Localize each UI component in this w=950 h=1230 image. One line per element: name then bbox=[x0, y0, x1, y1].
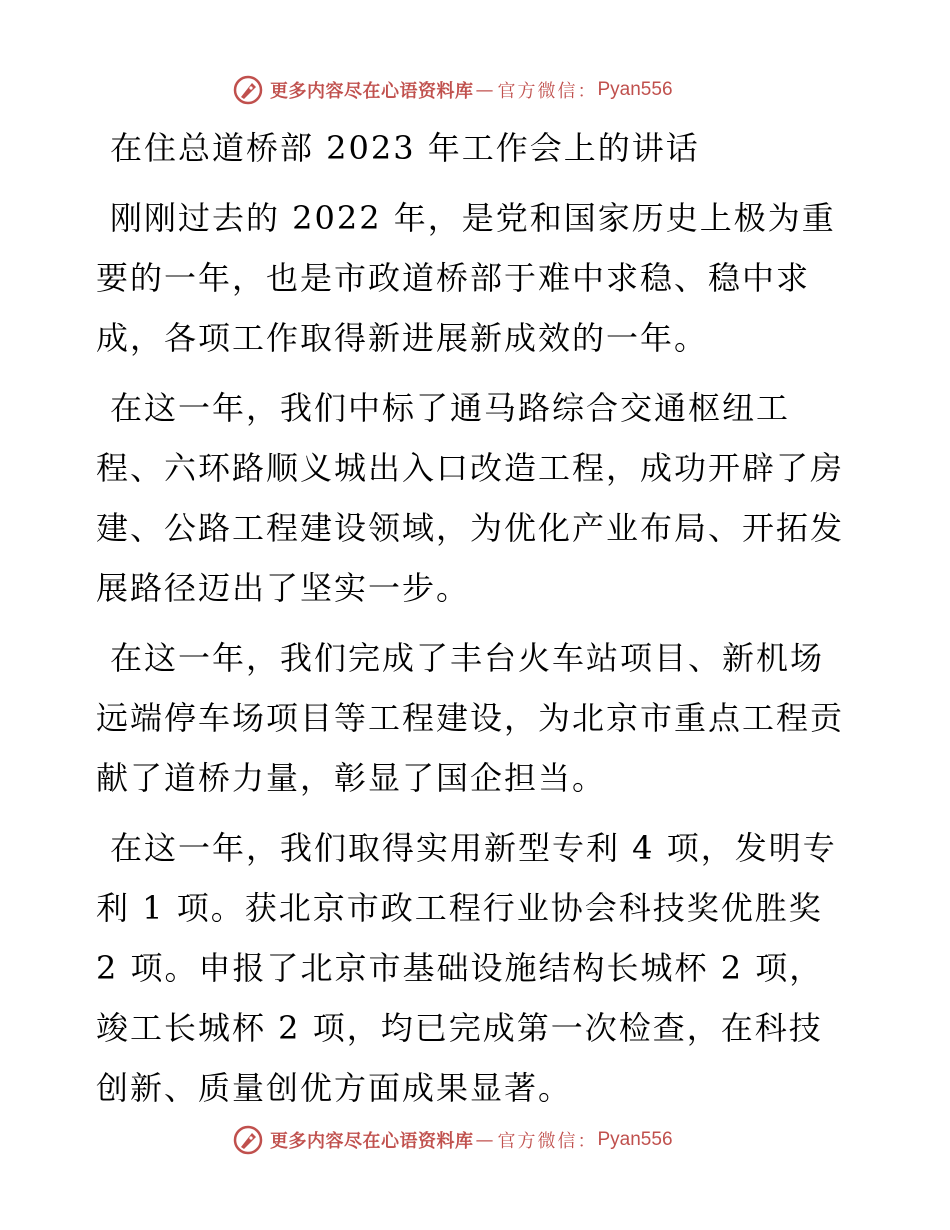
watermark-dash: — bbox=[475, 1129, 494, 1151]
watermark-wechat-id: Pyan556 bbox=[597, 1129, 673, 1150]
paragraph-1: 刚刚过去的 2022 年，是党和国家历史上极为重要的一年，也是市政道桥部于难中求稳、稳中求成，各项工作取得新进展新成效的一年。 bbox=[96, 199, 836, 357]
watermark-dash: — bbox=[475, 79, 494, 101]
paragraph-3: 在这一年，我们完成了丰台火车站项目、新机场远端停车场项目等工程建设，为北京市重点工程贡献了道桥力量，彰显了国企担当。 bbox=[96, 639, 845, 797]
document-body bbox=[96, 118, 856, 1118]
paragraph-4: 在这一年，我们取得实用新型专利 4 项，发明专利 1 项。获北京市政工程行业协会科技奖优胜奖 2 项。申报了北京市基础设施结构长城杯 2 项，竣工长城杯 2 项，均已完成第一次检查，在科技创新、质量创优方面成果显著。 bbox=[96, 829, 837, 1107]
paragraph-2: 在这一年，我们中标了通马路综合交通枢纽工程、六环路顺义城出入口改造工程，成功开辟了房建、公路工程建设领域，为优化产业布局、开拓发展路径迈出了坚实一步。 bbox=[96, 389, 845, 607]
header-watermark bbox=[232, 73, 712, 107]
document-title: 在住总道桥部 2023 年工作会上的讲话 bbox=[110, 129, 700, 167]
pen-nib-logo-icon bbox=[232, 1124, 264, 1156]
footer-watermark bbox=[232, 1123, 712, 1157]
pen-nib-logo-icon bbox=[232, 74, 264, 106]
watermark-brand-text: 更多内容尽在心语资料库 bbox=[270, 1131, 474, 1152]
watermark-wechat-id: Pyan556 bbox=[597, 79, 673, 100]
watermark-brand-text: 更多内容尽在心语资料库 bbox=[270, 81, 474, 102]
watermark-wechat-label: 官方微信： bbox=[497, 81, 598, 102]
watermark-wechat-label: 官方微信： bbox=[497, 1131, 598, 1152]
